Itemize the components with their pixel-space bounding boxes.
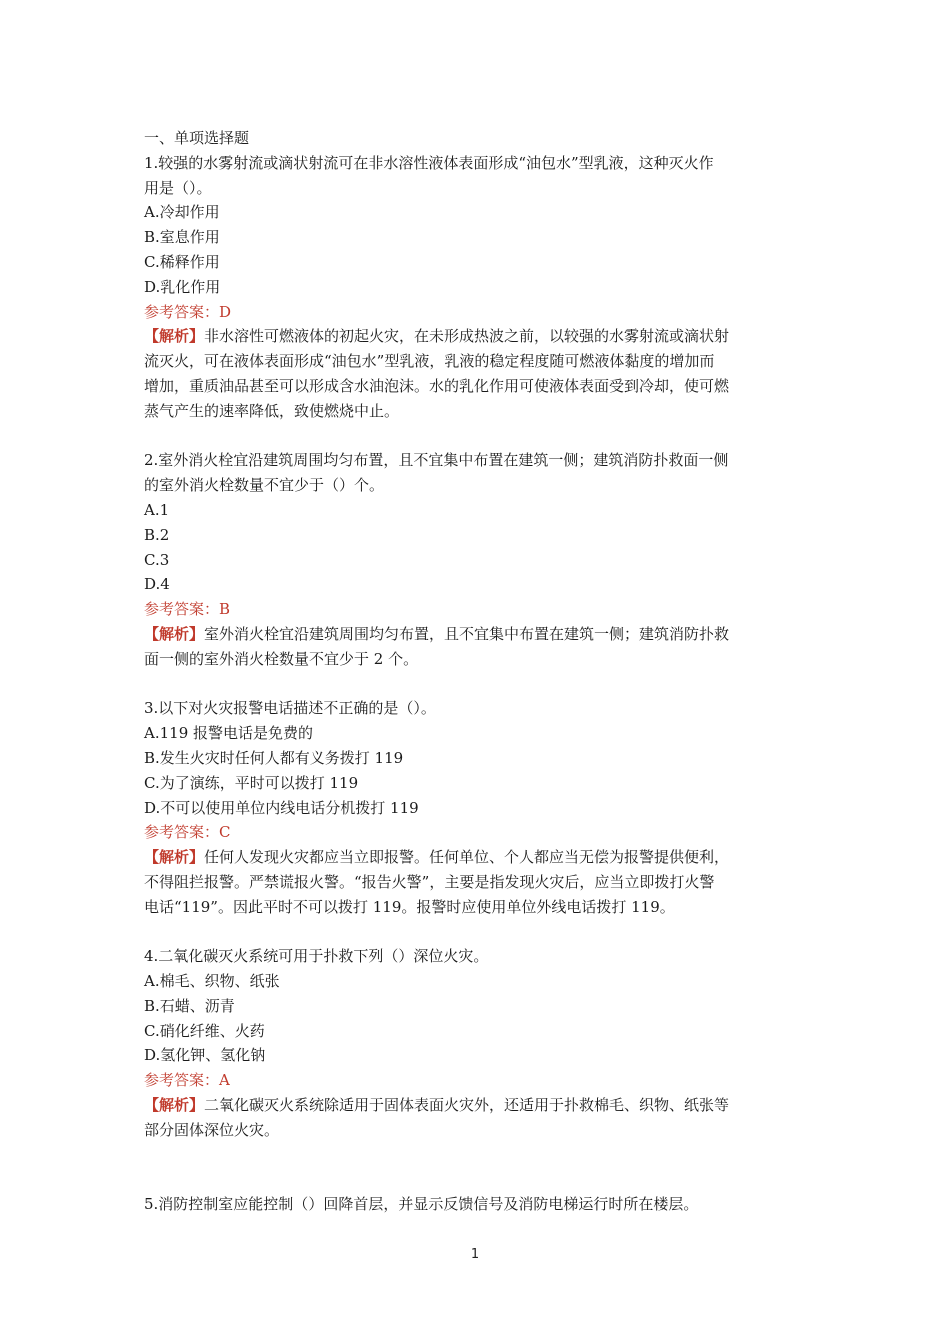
spacer	[144, 920, 804, 945]
analysis-line	[144, 622, 804, 647]
option-b: B.发生火灾时任何人都有义务拨打 119	[144, 748, 404, 767]
analysis-text: 非水溶性可燃液体的初起火灾，在未形成热波之前，以较强的水雾射流或滴状射	[204, 327, 730, 346]
option-c: C.稀释作用	[144, 252, 220, 271]
analysis-line	[144, 1093, 804, 1118]
document-body	[144, 126, 804, 1217]
question-5-stem: 5.消防控制室应能控制（）回降首层，并显示反馈信号及消防电梯运行时所在楼层。	[144, 1195, 699, 1214]
option-a: A.119 报警电话是免费的	[144, 724, 313, 743]
question-stem-line: 3.以下对火灾报警电话描述不正确的是（）。	[144, 699, 436, 718]
option-c: C.硝化纤维、火药	[144, 1021, 265, 1040]
question-stem-line: 1.较强的水雾射流或滴状射流可在非水溶性液体表面形成“油包水”型乳液，这种灭火作	[144, 153, 714, 172]
option-d: D.4	[144, 575, 170, 594]
analysis-line	[144, 324, 804, 349]
question-stem-line: 用是（）。	[144, 178, 212, 197]
option-b: B.2	[144, 525, 170, 544]
analysis-label: 【解析】	[144, 848, 205, 867]
analysis-line: 部分固体深位火灾。	[144, 1120, 280, 1139]
question-4	[144, 944, 804, 1142]
option-b: B.室息作用	[144, 228, 220, 247]
page-number: 1	[470, 1247, 480, 1262]
reference-answer: 参考答案：D	[144, 302, 232, 321]
analysis-label: 【解析】	[144, 327, 205, 346]
reference-answer: 参考答案：B	[144, 600, 231, 619]
analysis-label: 【解析】	[144, 624, 205, 643]
question-stem-line: 的室外消火栓数量不宜少于（）个。	[144, 476, 385, 495]
reference-answer: 参考答案：C	[144, 823, 231, 842]
analysis-line	[144, 845, 804, 870]
analysis-line: 电话“119”。因此平时不可以拨打 119。报警时应使用单位外线电话拨打 119。	[144, 897, 675, 916]
analysis-line: 面一侧的室外消火栓数量不宜少于 2 个。	[144, 649, 419, 668]
question-stem-line: 2.室外消火栓宜沿建筑周围均匀布置，且不宜集中布置在建筑一侧；建筑消防扑救面一侧	[144, 451, 729, 470]
option-a: A.1	[144, 500, 170, 519]
question-stem-line: 4.二氧化碳灭火系统可用于扑救下列（）深位火灾。	[144, 947, 489, 966]
option-a: A.棉毛、织物、纸张	[144, 972, 280, 991]
question-1	[144, 151, 804, 424]
option-b: B.石蜡、沥青	[144, 996, 235, 1015]
spacer	[144, 1143, 804, 1193]
option-d: D.不可以使用单位内线电话分机拨打 119	[144, 798, 419, 817]
question-3	[144, 696, 804, 919]
option-d: D.乳化作用	[144, 277, 221, 296]
analysis-line: 蒸气产生的速率降低，致使燃烧中止。	[144, 401, 400, 420]
analysis-label: 【解析】	[144, 1096, 205, 1115]
spacer	[144, 424, 804, 449]
question-2	[144, 448, 804, 671]
spacer	[144, 672, 804, 697]
analysis-line: 流灭火，可在液体表面形成“油包水”型乳液，乳液的稳定程度随可燃液体黏度的增加而	[144, 352, 715, 371]
option-c: C.3	[144, 550, 170, 569]
analysis-text: 二氧化碳灭火系统除适用于固体表面火灾外，还适用于扑救棉毛、织物、纸张等	[204, 1096, 730, 1115]
analysis-line: 不得阻拦报警。严禁谎报火警。“报告火警”，主要是指发现火灾后，应当立即拨打火警	[144, 872, 715, 891]
analysis-line: 增加，重质油品甚至可以形成含水油泡沫。水的乳化作用可使液体表面受到冷却，使可燃	[144, 376, 730, 395]
analysis-text: 室外消火栓宜沿建筑周围均匀布置，且不宜集中布置在建筑一侧；建筑消防扑救	[204, 624, 730, 643]
option-a: A.冷却作用	[144, 203, 220, 222]
analysis-text: 任何人发现火灾都应当立即报警。任何单位、个人都应当无偿为报警提供便利，	[204, 848, 730, 867]
option-c: C.为了演练，平时可以拨打 119	[144, 773, 359, 792]
option-d: D.氢化钾、氢化钠	[144, 1046, 266, 1065]
reference-answer: 参考答案：A	[144, 1071, 230, 1090]
section-title: 一、单项选择题	[144, 129, 250, 147]
